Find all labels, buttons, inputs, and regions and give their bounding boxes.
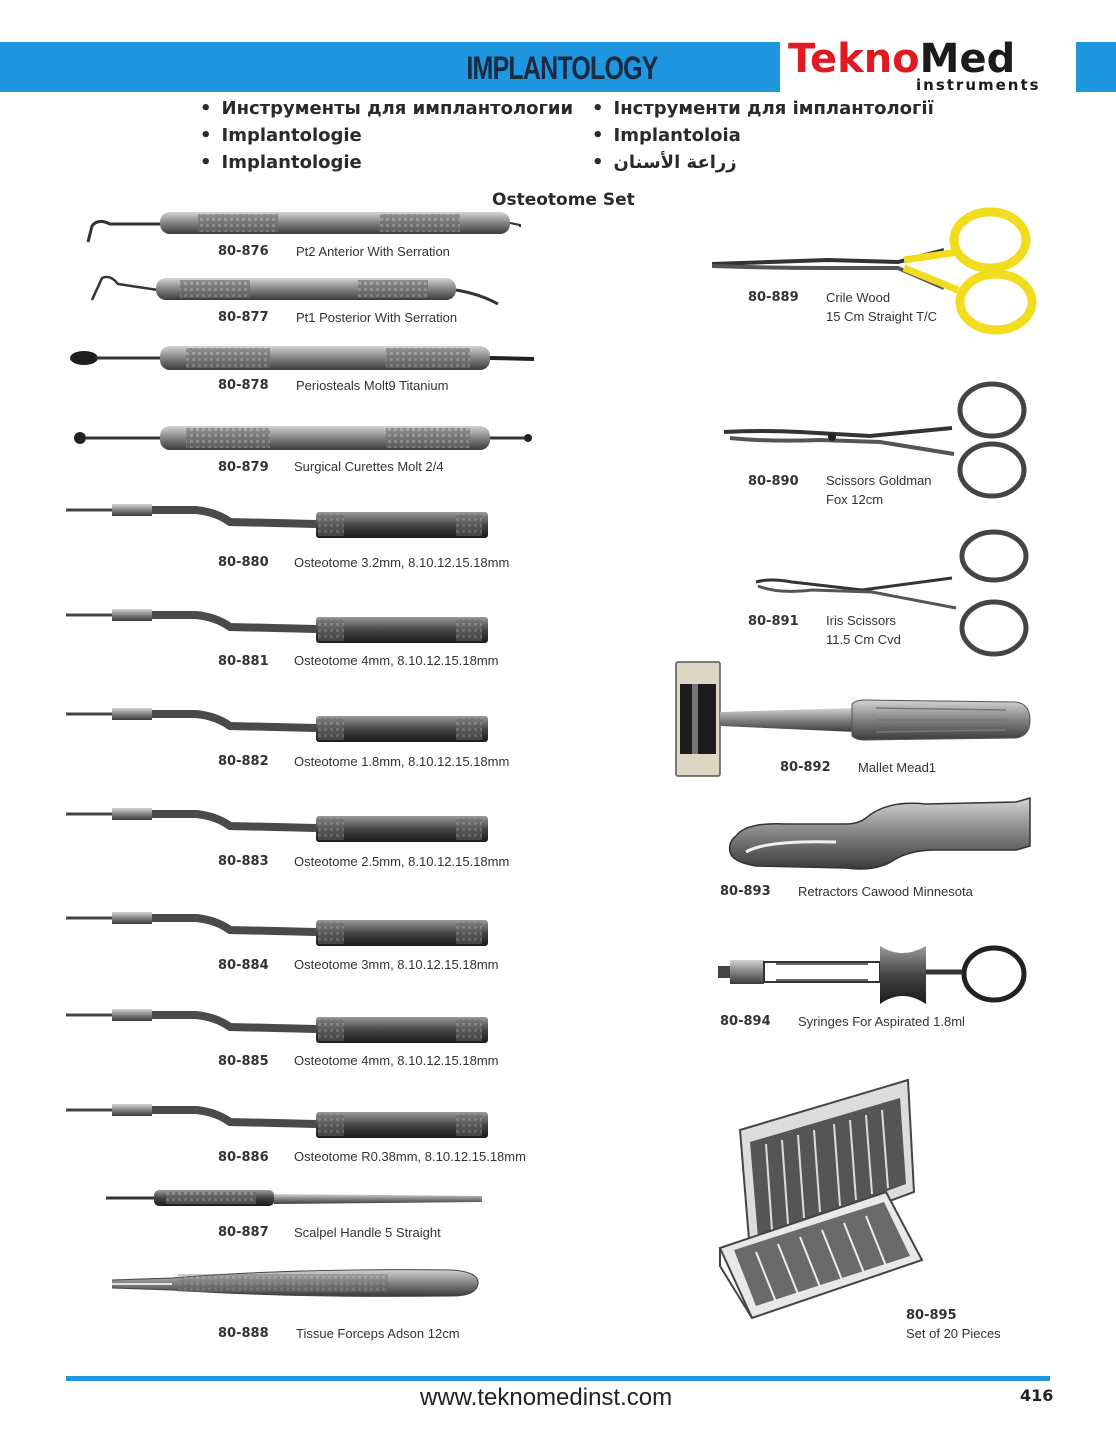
item-code-80-878: 80-878 [218, 378, 269, 393]
item-desc-80-889-line2: 15 Cm Straight T/C [826, 309, 938, 324]
item-desc-80-877: Pt1 Posterior With Serration [296, 310, 458, 325]
item-code-80-885: 80-885 [218, 1054, 269, 1069]
lang-romanian [592, 125, 741, 146]
item-code-80-879: 80-879 [218, 460, 269, 475]
logo-text-med: Med [919, 36, 1016, 82]
item-code-80-881: 80-881 [218, 654, 269, 669]
footer-website-link[interactable]: www.teknomedinst.com [420, 1384, 673, 1411]
item-desc-80-891 [826, 611, 901, 649]
item-desc-80-878: Periosteals Molt9 Titanium [296, 378, 449, 393]
item-desc-80-890-line1: Scissors Goldman [826, 473, 932, 488]
instrument-80-893-image [726, 796, 1036, 876]
page-title: IMPLANTOLOGY [466, 50, 658, 86]
item-code-80-895: 80-895 [906, 1308, 957, 1323]
item-desc-80-890-line2: Fox 12cm [826, 492, 884, 507]
lang-ukrainian-text: Інструменти для імплантології [613, 98, 934, 119]
instrument-80-886-image [66, 1100, 496, 1145]
item-code-80-893: 80-893 [720, 884, 771, 899]
item-desc-80-886: Osteotome R0.38mm, 8.10.12.15.18mm [294, 1149, 526, 1164]
instrument-80-880-image [66, 500, 496, 545]
instrument-80-895-image [716, 1080, 936, 1320]
instrument-80-894-image [718, 940, 1034, 1010]
item-desc-80-882: Osteotome 1.8mm, 8.10.12.15.18mm [294, 754, 510, 769]
item-code-80-891: 80-891 [748, 614, 799, 629]
item-code-80-877: 80-877 [218, 310, 269, 325]
item-code-80-887: 80-887 [218, 1225, 269, 1240]
item-code-80-886: 80-886 [218, 1150, 269, 1165]
lang-french [200, 152, 362, 173]
item-code-80-889: 80-889 [748, 290, 799, 305]
item-code-80-894: 80-894 [720, 1014, 771, 1029]
lang-german [200, 125, 362, 146]
item-desc-80-889 [826, 288, 937, 326]
item-code-80-876: 80-876 [218, 244, 269, 259]
logo-text-tekno: Tekno [788, 36, 920, 82]
item-desc-80-890 [826, 471, 931, 509]
item-desc-80-889-line1: Crile Wood [826, 290, 891, 305]
lang-romanian-text: Implantoloia [613, 125, 741, 146]
item-desc-80-892: Mallet Mead1 [858, 760, 937, 775]
item-code-80-884: 80-884 [218, 958, 269, 973]
item-code-80-888: 80-888 [218, 1326, 269, 1341]
logo-subtitle: instruments [916, 76, 1041, 94]
instrument-80-876-image [80, 200, 530, 245]
item-desc-80-876: Pt2 Anterior With Serration [296, 244, 450, 259]
item-desc-80-884: Osteotome 3mm, 8.10.12.15.18mm [294, 957, 499, 972]
item-desc-80-885: Osteotome 4mm, 8.10.12.15.18mm [294, 1053, 499, 1068]
instrument-80-885-image [66, 1005, 496, 1050]
lang-ukrainian [592, 98, 934, 119]
item-desc-80-881: Osteotome 4mm, 8.10.12.15.18mm [294, 653, 499, 668]
item-code-80-880: 80-880 [218, 555, 269, 570]
instrument-80-884-image [66, 908, 496, 953]
lang-arabic-text: زراعة الأسنان [613, 152, 737, 173]
instrument-80-878-image [66, 340, 536, 375]
item-code-80-882: 80-882 [218, 754, 269, 769]
item-desc-80-894: Syringes For Aspirated 1.8ml [798, 1014, 965, 1029]
item-desc-80-888: Tissue Forceps Adson 12cm [296, 1326, 460, 1341]
item-desc-80-883: Osteotome 2.5mm, 8.10.12.15.18mm [294, 854, 510, 869]
item-desc-80-891-line2: 11.5 Cm Cvd [826, 632, 901, 647]
instrument-80-887-image [106, 1186, 486, 1212]
item-desc-80-893: Retractors Cawood Minnesota [798, 884, 973, 899]
instrument-80-882-image [66, 704, 496, 749]
item-code-80-890: 80-890 [748, 474, 799, 489]
item-desc-80-887: Scalpel Handle 5 Straight [294, 1225, 441, 1240]
lang-russian [200, 98, 573, 119]
item-code-80-883: 80-883 [218, 854, 269, 869]
lang-russian-text: Инструменты для имплантологии [221, 98, 574, 119]
instrument-80-892-image [676, 660, 1032, 780]
lang-german-text: Implantologie [221, 125, 362, 146]
lang-arabic [592, 152, 737, 173]
item-desc-80-895: Set of 20 Pieces [906, 1326, 1001, 1341]
instrument-80-879-image [70, 422, 540, 457]
item-desc-80-891-line1: Iris Scissors [826, 613, 897, 628]
instrument-80-888-image [112, 1264, 482, 1304]
instrument-80-883-image [66, 804, 496, 849]
item-desc-80-880: Osteotome 3.2mm, 8.10.12.15.18mm [294, 555, 510, 570]
lang-french-text: Implantologie [221, 152, 362, 173]
instrument-80-881-image [66, 605, 496, 650]
item-desc-80-879: Surgical Curettes Molt 2/4 [294, 459, 444, 474]
page-number: 416 [1020, 1386, 1054, 1405]
item-code-80-892: 80-892 [780, 760, 831, 775]
section-title: Osteotome Set [492, 190, 635, 210]
footer-divider [66, 1376, 1050, 1381]
